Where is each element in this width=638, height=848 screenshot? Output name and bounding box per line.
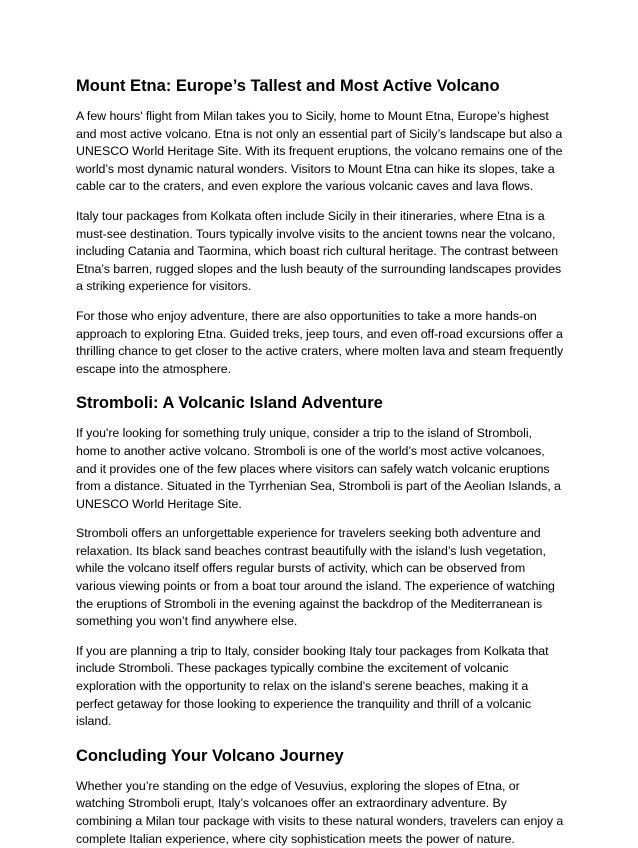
section-heading-etna: Mount Etna: Europe’s Tallest and Most Active Volcano xyxy=(76,77,500,95)
paragraph: Stromboli offers an unforgettable experience for travelers seeking both adventure and relaxation. Its black sand beaches contrast beautifully with the island’s lush vegetation, while the volcano itself offers regular bursts of activity, which can be observed from various viewing points or from a boat tour around the island. The experience of watching the eruptions of Stromboli in the evening against the backdrop of the Mediterranean is something you won’t find anywhere else. xyxy=(76,526,555,629)
document-page xyxy=(76,72,566,848)
section-heading-conclusion: Concluding Your Volcano Journey xyxy=(76,746,344,765)
paragraph: Whether you’re standing on the edge of Vesuvius, exploring the slopes of Etna, or watching Stromboli erupt, Italy’s volcanoes offer an extraordinary adventure. By combining a Milan tour package with visits to these natural wonders, travelers can enjoy a complete Italian experience, where city sophistication meets the power of nature. xyxy=(76,778,564,846)
paragraph: If you are planning a trip to Italy, consider booking Italy tour packages from Kolkata that include Stromboli. These packages typically combine the excitement of volcanic exploration with the opportunity to relax on the island’s serene beaches, making it a perfect getaway for those looking to experience the tranquility and thrill of a volcanic island. xyxy=(76,643,549,729)
section-heading-stromboli: Stromboli: A Volcanic Island Adventure xyxy=(76,394,383,413)
paragraph: A few hours' flight from Milan takes you to Sicily, home to Mount Etna, Europe’s highest and most active volcano. Etna is not only an essential part of Sicily’s landscape but also a UNESCO World Heritage Site. With its frequent eruptions, the volcano remains one of the world’s most dynamic natural wonders. Visitors to Mount Etna can hike its slopes, take a cable car to the craters, and even explore the various volcanic caves and lava flows. xyxy=(76,109,563,194)
paragraph: If you're looking for something truly unique, consider a trip to the island of Stromboli, home to another active volcano. Stromboli is one of the world’s most active volcanoes, and it provides one of the few places where visitors can safely watch volcanic eruptions from a distance. Situated in the Tyrrhenian Sea, Stromboli is part of the Aeolian Islands, a UNESCO World Heritage Site. xyxy=(76,426,561,511)
paragraph: For those who enjoy adventure, there are also opportunities to take a more hands-on approach to exploring Etna. Guided treks, jeep tours, and even off-road excursions offer a thrilling chance to get closer to the active craters, where molten lava and steam frequently escape into the atmosphere. xyxy=(76,308,564,376)
paragraph: Italy tour packages from Kolkata often include Sicily in their itineraries, where Etna is a must-see destination. Tours typically involve visits to the ancient towns near the volcano, including Catania and Taormina, which boast rich cultural heritage. The contrast between Etna’s barren, rugged slopes and the lush beauty of the surrounding landscapes provides a striking experience for visitors. xyxy=(76,208,562,294)
